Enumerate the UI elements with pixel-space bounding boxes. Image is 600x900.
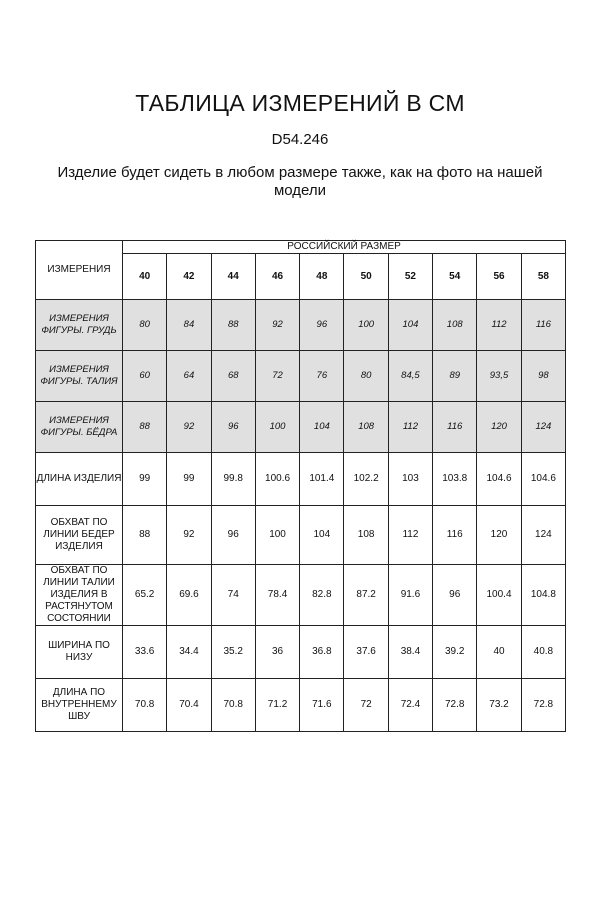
table-cell: 82.8 xyxy=(300,565,344,626)
size-header-56: 56 xyxy=(477,254,521,300)
table-cell: 36 xyxy=(255,626,299,679)
table-cell: 92 xyxy=(167,402,211,453)
table-cell: 72.4 xyxy=(388,679,432,732)
table-cell: 96 xyxy=(211,506,255,565)
size-header-44: 44 xyxy=(211,254,255,300)
table-cell: 108 xyxy=(344,402,388,453)
page-title: ТАБЛИЦА ИЗМЕРЕНИЙ В СМ xyxy=(135,90,465,116)
table-cell: 104 xyxy=(300,506,344,565)
table-cell: 84 xyxy=(167,300,211,351)
row-label: ИЗМЕРЕНИЯ ФИГУРЫ. БЁДРА xyxy=(36,402,123,453)
table-cell: 100.4 xyxy=(477,565,521,626)
table-cell: 98 xyxy=(521,351,565,402)
table-cell: 104 xyxy=(388,300,432,351)
table-cell: 64 xyxy=(167,351,211,402)
table-cell: 40.8 xyxy=(521,626,565,679)
table-cell: 72 xyxy=(255,351,299,402)
size-group-header-row xyxy=(36,241,566,254)
row-label: ДЛИНА ИЗДЕЛИЯ xyxy=(36,453,123,506)
size-header-58: 58 xyxy=(521,254,565,300)
row-label: ИЗМЕРЕНИЯ ФИГУРЫ. ГРУДЬ xyxy=(36,300,123,351)
table-cell: 33.6 xyxy=(123,626,167,679)
table-cell: 103.8 xyxy=(433,453,477,506)
table-cell: 93,5 xyxy=(477,351,521,402)
article-number: D54.246 xyxy=(271,131,329,148)
table-cell: 96 xyxy=(433,565,477,626)
table-cell: 72.8 xyxy=(433,679,477,732)
table-cell: 116 xyxy=(433,402,477,453)
table-cell: 92 xyxy=(167,506,211,565)
table-cell: 120 xyxy=(477,402,521,453)
table-cell: 76 xyxy=(300,351,344,402)
table-cell: 92 xyxy=(255,300,299,351)
table-cell: 91.6 xyxy=(388,565,432,626)
table-row xyxy=(36,402,566,453)
table-cell: 100.6 xyxy=(255,453,299,506)
table-cell: 73.2 xyxy=(477,679,521,732)
table-cell: 60 xyxy=(123,351,167,402)
table-cell: 72.8 xyxy=(521,679,565,732)
table-cell: 112 xyxy=(477,300,521,351)
table-cell: 65.2 xyxy=(123,565,167,626)
table-cell: 103 xyxy=(388,453,432,506)
table-cell: 102.2 xyxy=(344,453,388,506)
table-cell: 70.4 xyxy=(167,679,211,732)
size-header-40: 40 xyxy=(123,254,167,300)
table-cell: 112 xyxy=(388,506,432,565)
fit-note: Изделие будет сидеть в любом размере также, как на фото на нашей модели xyxy=(57,164,543,199)
table-cell: 68 xyxy=(211,351,255,402)
table-row xyxy=(36,453,566,506)
size-header-46: 46 xyxy=(255,254,299,300)
table-cell: 40 xyxy=(477,626,521,679)
measurements-header: ИЗМЕРЕНИЯ xyxy=(36,241,123,300)
table-cell: 104.6 xyxy=(521,453,565,506)
size-header-52: 52 xyxy=(388,254,432,300)
table-cell: 87.2 xyxy=(344,565,388,626)
size-table xyxy=(35,240,566,732)
table-cell: 112 xyxy=(388,402,432,453)
row-label: ОБХВАТ ПО ЛИНИИ ТАЛИИ ИЗДЕЛИЯ В РАСТЯНУТОМ СОСТОЯНИИ xyxy=(36,565,123,626)
table-row xyxy=(36,351,566,402)
table-cell: 35.2 xyxy=(211,626,255,679)
table-cell: 88 xyxy=(211,300,255,351)
table-cell: 116 xyxy=(521,300,565,351)
table-cell: 108 xyxy=(433,300,477,351)
table-cell: 99 xyxy=(167,453,211,506)
table-cell: 124 xyxy=(521,506,565,565)
table-cell: 96 xyxy=(300,300,344,351)
table-cell: 104.6 xyxy=(477,453,521,506)
row-label: ШИРИНА ПО НИЗУ xyxy=(36,626,123,679)
table-cell: 71.6 xyxy=(300,679,344,732)
table-row xyxy=(36,300,566,351)
table-cell: 80 xyxy=(123,300,167,351)
table-cell: 37.6 xyxy=(344,626,388,679)
table-cell: 100 xyxy=(344,300,388,351)
row-label: ИЗМЕРЕНИЯ ФИГУРЫ. ТАЛИЯ xyxy=(36,351,123,402)
table-cell: 108 xyxy=(344,506,388,565)
table-cell: 36.8 xyxy=(300,626,344,679)
table-cell: 72 xyxy=(344,679,388,732)
table-cell: 74 xyxy=(211,565,255,626)
table-cell: 104 xyxy=(300,402,344,453)
table-cell: 71.2 xyxy=(255,679,299,732)
table-cell: 38.4 xyxy=(388,626,432,679)
table-row xyxy=(36,626,566,679)
row-label: ДЛИНА ПО ВНУТРЕННЕМУ ШВУ xyxy=(36,679,123,732)
table-cell: 101.4 xyxy=(300,453,344,506)
table-cell: 80 xyxy=(344,351,388,402)
table-cell: 96 xyxy=(211,402,255,453)
table-cell: 69.6 xyxy=(167,565,211,626)
table-cell: 88 xyxy=(123,402,167,453)
table-cell: 34.4 xyxy=(167,626,211,679)
table-cell: 104.8 xyxy=(521,565,565,626)
size-header-48: 48 xyxy=(300,254,344,300)
table-cell: 70.8 xyxy=(211,679,255,732)
table-cell: 88 xyxy=(123,506,167,565)
table-cell: 100 xyxy=(255,402,299,453)
table-cell: 99.8 xyxy=(211,453,255,506)
table-cell: 78.4 xyxy=(255,565,299,626)
size-header-42: 42 xyxy=(167,254,211,300)
table-cell: 89 xyxy=(433,351,477,402)
table-cell: 120 xyxy=(477,506,521,565)
table-row xyxy=(36,506,566,565)
size-header-50: 50 xyxy=(344,254,388,300)
table-row xyxy=(36,565,566,626)
table-cell: 100 xyxy=(255,506,299,565)
table-cell: 99 xyxy=(123,453,167,506)
row-label: ОБХВАТ ПО ЛИНИИ БЕДЕР ИЗДЕЛИЯ xyxy=(36,506,123,565)
table-cell: 39.2 xyxy=(433,626,477,679)
table-row xyxy=(36,679,566,732)
table-cell: 84,5 xyxy=(388,351,432,402)
table-cell: 116 xyxy=(433,506,477,565)
size-group-header: РОССИЙСКИЙ РАЗМЕР xyxy=(123,241,566,254)
table-cell: 70.8 xyxy=(123,679,167,732)
size-header-54: 54 xyxy=(433,254,477,300)
table-cell: 124 xyxy=(521,402,565,453)
